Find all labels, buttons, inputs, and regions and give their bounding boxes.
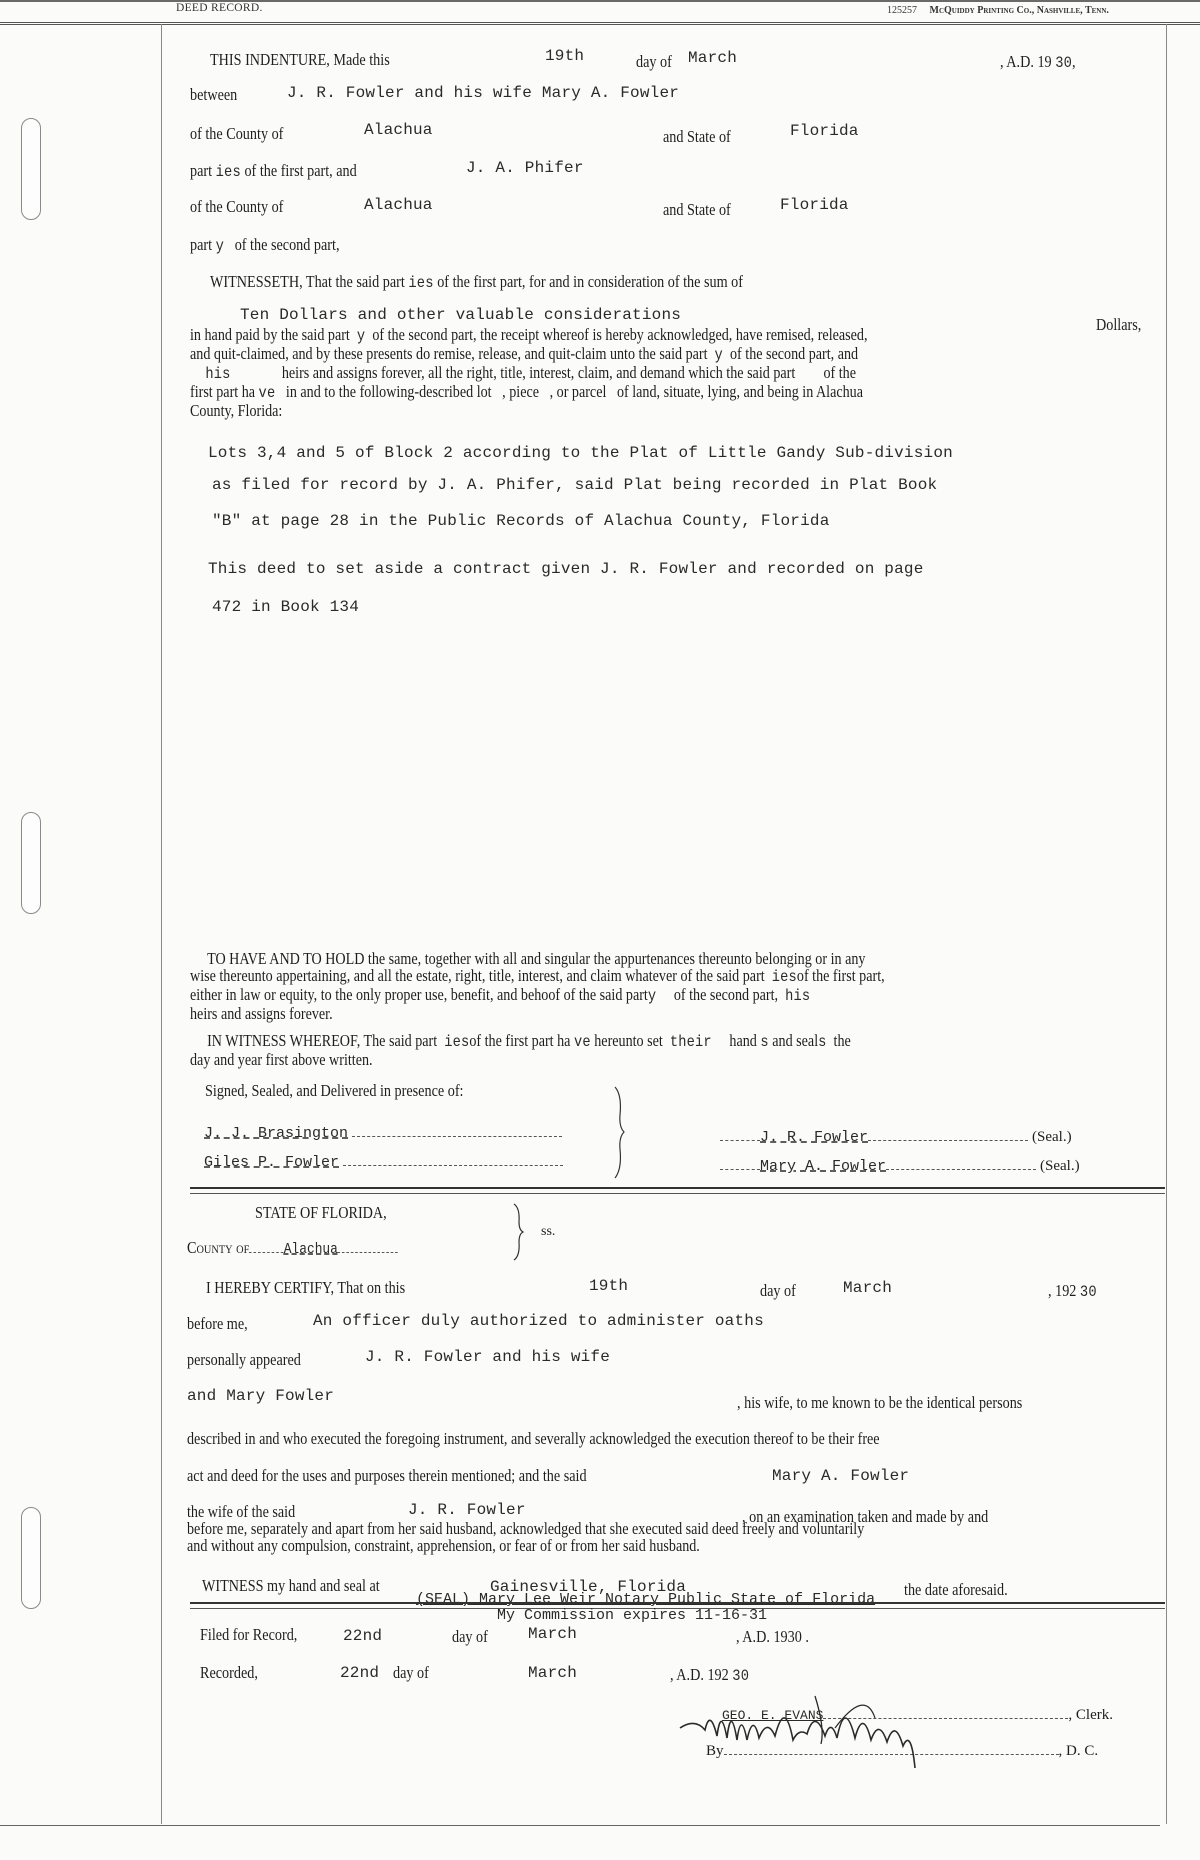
description-line-3: "B" at page 28 in the Public Records of Alachua County, Florida bbox=[212, 512, 830, 530]
indenture-month: March bbox=[688, 49, 738, 67]
signature-brace bbox=[612, 1085, 628, 1180]
header-band bbox=[0, 0, 1200, 25]
second-part-line: part y of the second part, bbox=[190, 235, 340, 255]
filed-year: , A.D. 1930 . bbox=[736, 1627, 809, 1646]
before-me-label: before me, bbox=[187, 1314, 248, 1333]
dollars-label: Dollars, bbox=[1096, 315, 1142, 334]
filed-day: 22nd bbox=[343, 1627, 383, 1645]
date-aforesaid: the date aforesaid. bbox=[904, 1580, 1008, 1599]
deputy-clerk-signature bbox=[675, 1688, 995, 1783]
state-label-2: and State of bbox=[663, 200, 731, 219]
recorded-day-of: day of bbox=[393, 1663, 429, 1682]
filed-label: Filed for Record, bbox=[200, 1625, 298, 1644]
between-label: between bbox=[190, 85, 238, 104]
section-divider bbox=[190, 1187, 1165, 1194]
witness-place: Gainesville, Florida bbox=[490, 1578, 687, 1596]
witness-hand-label: WITNESS my hand and seal at bbox=[202, 1576, 380, 1595]
signed-sealed-label: Signed, Sealed, and Delivered in presence of: bbox=[205, 1081, 464, 1100]
ack-state: STATE OF FLORIDA, bbox=[255, 1203, 387, 1222]
right-margin-rule bbox=[1166, 24, 1167, 1824]
act-deed-text: act and deed for the uses and purposes therein mentioned; and the said bbox=[187, 1466, 587, 1485]
wife-name: Mary A. Fowler bbox=[772, 1467, 910, 1485]
grantor-signature-1: J. R. Fowler (Seal.) bbox=[720, 1128, 1072, 1146]
indenture-intro: THIS INDENTURE, Made this bbox=[210, 50, 390, 69]
grantor-county: Alachua bbox=[364, 121, 433, 139]
testimonium-clause: IN WITNESS WHEREOF, The said part iesof the first part ha ve hereunto set their hand s and seals the day and year first above written. bbox=[190, 1031, 851, 1069]
ack-year: , 192 30 bbox=[1048, 1281, 1097, 1301]
grantee-name: J. A. Phifer bbox=[466, 159, 584, 177]
notary-seal-line: (SEAL) Mary Lee Weir Notary Public State of Florida bbox=[416, 1591, 876, 1608]
witness-signature-2: Giles P. Fowler bbox=[190, 1153, 563, 1171]
appeared-names-2: and Mary Fowler bbox=[187, 1387, 335, 1405]
book-title: DEED RECORD. bbox=[176, 2, 263, 14]
grantor-signature-2: Mary A. Fowler (Seal.) bbox=[720, 1157, 1080, 1175]
habendum-clause: TO HAVE AND TO HOLD the same, together with all and singular the appurtenances thereunto belonging or in any wise thereunto appertaining, and all the estate, right, title, interest, and claim whatever of the said part iesof the first part, either in law or equity, to the only proper use, benefit, and behoof of the said party of the second part, his heirs and assigns forever. bbox=[190, 949, 885, 1023]
grantors-names: J. R. Fowler and his wife Mary A. Fowler bbox=[287, 84, 680, 102]
consideration: Ten Dollars and other valuable considerations bbox=[240, 306, 682, 324]
county-label-2: of the County of bbox=[190, 197, 284, 216]
county-label: of the County of bbox=[190, 124, 284, 143]
witnesseth-body: in hand paid by the said part y of the second part, the receipt whereof is hereby acknowledged, have remised, released, and quit-claimed, and by these presents do remise, release, and quit-claim unto the said part y of the second part, and his heirs and assigns forever, all the right, title, interest, claim, and demand which the said part of the first part ha ve in and to the following-described lot , piece , or parcel of land, situate, lying, and being in Alachua County, Florida: bbox=[190, 325, 868, 420]
binder-hole bbox=[21, 1507, 41, 1609]
appeared-label: personally appeared bbox=[187, 1350, 301, 1369]
appeared-names-1: J. R. Fowler and his wife bbox=[365, 1348, 611, 1366]
described-text: described in and who executed the foregoing instrument, and severally acknowledged the execution thereof to be their free bbox=[187, 1429, 880, 1448]
witness-signature-1: J. J. Brasington bbox=[190, 1124, 562, 1142]
recorded-label: Recorded, bbox=[200, 1663, 258, 1682]
certify-label: I HEREBY CERTIFY, That on this bbox=[206, 1278, 406, 1297]
form-number: 125257 bbox=[887, 5, 917, 16]
recorded-year: , A.D. 192 30 bbox=[670, 1665, 750, 1685]
clerk-line: GEO. E. EVANS , Clerk. bbox=[722, 1707, 1113, 1723]
note-line-2: 472 in Book 134 bbox=[212, 598, 360, 616]
grantee-county: Alachua bbox=[364, 196, 433, 214]
commission-expires: My Commission expires 11-16-31 bbox=[497, 1607, 768, 1624]
filed-day-of: day of bbox=[452, 1627, 488, 1646]
printer-name: McQuiddy Printing Co., Nashville, Tenn. bbox=[929, 5, 1109, 16]
ack-month: March bbox=[843, 1279, 893, 1297]
bottom-rule bbox=[0, 1825, 1160, 1826]
indenture-day: 19th bbox=[545, 47, 585, 65]
deputy-clerk-line: By , D. C. bbox=[706, 1743, 1099, 1759]
witnesseth-line: WITNESSETH, That the said part ies of the first part, for and in consideration of the sum of bbox=[210, 272, 743, 292]
filed-month: March bbox=[528, 1625, 578, 1643]
grantee-state: Florida bbox=[780, 196, 849, 214]
ack-county: County of Alachua bbox=[187, 1238, 432, 1258]
description-line-1: Lots 3,4 and 5 of Block 2 according to the Plat of Little Gandy Sub-division bbox=[208, 444, 953, 462]
part-line: part ies of the first part, and bbox=[190, 161, 357, 181]
day-of-label: day of bbox=[636, 52, 672, 71]
his-wife-text: , his wife, to me known to be the identical persons bbox=[737, 1393, 1023, 1412]
ss-brace bbox=[512, 1202, 526, 1262]
recorded-day: 22nd bbox=[340, 1664, 380, 1682]
examination-text: , on an examination taken and made by and bbox=[742, 1507, 989, 1526]
ss-label: ss. bbox=[541, 1224, 556, 1239]
binder-hole bbox=[21, 118, 41, 220]
ad-year: , A.D. 19 30, bbox=[1000, 52, 1076, 72]
state-label: and State of bbox=[663, 127, 731, 146]
binder-hole bbox=[21, 812, 41, 914]
recorded-month: March bbox=[528, 1664, 578, 1682]
husband-name: J. R. Fowler bbox=[408, 1501, 526, 1519]
officer-text: An officer duly authorized to administer oaths bbox=[313, 1312, 764, 1330]
left-margin-rule bbox=[161, 24, 162, 1824]
description-line-2: as filed for record by J. A. Phifer, said Plat being recorded in Plat Book bbox=[212, 476, 938, 494]
note-line-1: This deed to set aside a contract given J. R. Fowler and recorded on page bbox=[208, 560, 924, 578]
examination-clause: the wife of the said before me, separately and apart from her said husband, acknowledged that she executed said deed freely and voluntarily and without any compulsion, constraint, apprehension, or fear of or from her said husband. bbox=[187, 1502, 865, 1555]
ack-day: 19th bbox=[589, 1277, 629, 1295]
ack-day-of: day of bbox=[760, 1281, 796, 1300]
grantor-state: Florida bbox=[790, 122, 859, 140]
printer-imprint bbox=[887, 5, 1109, 16]
